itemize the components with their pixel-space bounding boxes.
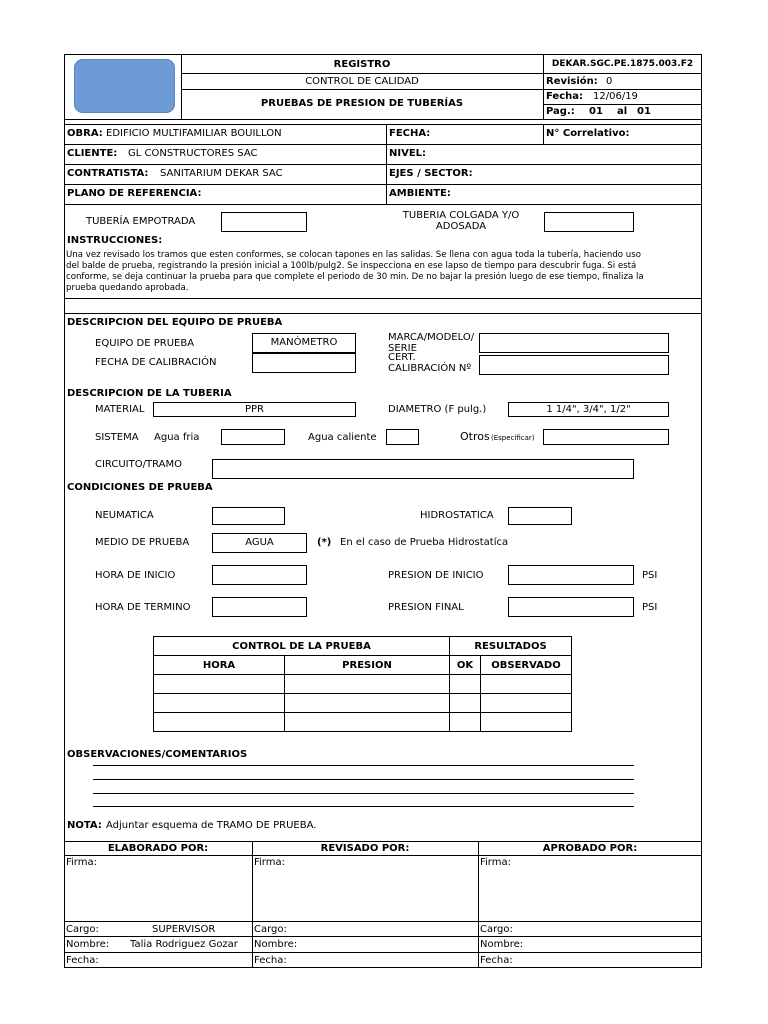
divider xyxy=(64,204,702,205)
psi-unit: PSI xyxy=(642,602,658,613)
nombre-value: Talia Rodriguez Gozar xyxy=(130,939,238,950)
table-row xyxy=(154,713,572,732)
agua-fria-box[interactable] xyxy=(221,429,285,445)
tuberia-section-title: DESCRIPCION DE LA TUBERIA xyxy=(67,388,232,399)
instrucciones-line: Una vez revisado los tramos que esten conformes, se colocan tapones en las salidas. Se llena con agua toda la tubería, haciendo uso xyxy=(66,250,641,260)
nombre-label: Nombre: xyxy=(254,939,298,950)
divider xyxy=(181,73,702,74)
medio-value[interactable]: AGUA xyxy=(212,533,307,553)
nombre-label: Nombre: xyxy=(480,939,524,950)
table-cell[interactable] xyxy=(285,694,450,713)
material-label: MATERIAL xyxy=(95,404,145,415)
pag-to: 01 xyxy=(637,106,651,117)
divider xyxy=(64,144,702,145)
fecha-calibracion-label: FECHA DE CALIBRACIÓN xyxy=(95,357,217,368)
hora-termino-box[interactable] xyxy=(212,597,307,617)
cargo-label: Cargo: xyxy=(480,924,513,935)
ejes-label: EJES / SECTOR: xyxy=(389,168,473,179)
cert-box[interactable] xyxy=(479,355,669,375)
cliente-value: GL CONSTRUCTORES SAC xyxy=(128,148,258,159)
comment-line[interactable] xyxy=(93,793,634,794)
hidrostatica-note: En el caso de Prueba Hidrostatíca xyxy=(340,537,509,548)
company-logo xyxy=(74,59,175,113)
presion-header: PRESION xyxy=(285,656,450,675)
cert-label: CERT. xyxy=(388,352,416,363)
divider xyxy=(64,124,702,125)
table-cell[interactable] xyxy=(285,675,450,694)
table-cell[interactable] xyxy=(450,675,481,694)
medio-label: MEDIO DE PRUEBA xyxy=(95,537,190,548)
table-cell[interactable] xyxy=(154,675,285,694)
marca-box[interactable] xyxy=(479,333,669,353)
divider xyxy=(64,298,702,299)
pag-from: 01 xyxy=(589,106,603,117)
divider xyxy=(386,124,387,204)
divider xyxy=(64,952,702,953)
equipo-label: EQUIPO DE PRUEBA xyxy=(95,338,195,349)
registro-title: REGISTRO xyxy=(333,59,391,70)
fecha-field-label: FECHA: xyxy=(389,128,431,139)
equipo-value[interactable]: MANÓMETRO xyxy=(252,333,356,353)
diametro-label: DIAMETRO (F pulg.) xyxy=(388,404,487,415)
control-title: CONTROL DE LA PRUEBA xyxy=(154,637,450,656)
divider xyxy=(64,855,702,856)
instrucciones-line: del balde de prueba, registrando la presión inicial a 100lb/pulg2. Se inspecciona en ese lapso de tiempo para descubrir fuga. Si está xyxy=(66,261,637,271)
table-cell[interactable] xyxy=(285,713,450,732)
correlativo-label: N° Correlativo: xyxy=(546,128,630,139)
table-row xyxy=(154,675,572,694)
divider xyxy=(543,124,544,144)
hora-inicio-label: HORA DE INICIO xyxy=(95,570,176,581)
cargo-label: Cargo: xyxy=(254,924,287,935)
table-cell[interactable] xyxy=(481,694,572,713)
table-cell[interactable] xyxy=(154,694,285,713)
nota-asterisk: (*) xyxy=(317,537,332,548)
fecha-label: Fecha: xyxy=(546,91,584,102)
cliente-label: CLIENTE: xyxy=(67,148,118,159)
agua-caliente-box[interactable] xyxy=(386,429,419,445)
contratista-label: CONTRATISTA: xyxy=(67,168,149,179)
presion-inicio-label: PRESION DE INICIO xyxy=(388,570,484,581)
divider xyxy=(64,921,702,922)
fecha-firma-label: Fecha: xyxy=(66,955,99,966)
obra-value: EDIFICIO MULTIFAMILIAR BOUILLON xyxy=(106,128,282,139)
presion-inicio-box[interactable] xyxy=(508,565,634,585)
agua-fria-label: Agua fria xyxy=(154,432,200,443)
material-value[interactable]: PPR xyxy=(153,402,356,417)
control-table xyxy=(153,636,572,732)
marca-label: MARCA/MODELO/ xyxy=(388,332,475,343)
hidrostatica-box[interactable] xyxy=(508,507,572,525)
hora-termino-label: HORA DE TERMINO xyxy=(95,602,191,613)
diametro-value[interactable]: 1 1/4", 3/4", 1/2" xyxy=(508,402,669,417)
instrucciones-line: prueba quedando aprobada. xyxy=(66,283,189,293)
firma-label: Firma: xyxy=(66,857,97,868)
hora-header: HORA xyxy=(154,656,285,675)
nota-text: Adjuntar esquema de TRAMO DE PRUEBA. xyxy=(106,820,317,831)
instrucciones-title: INSTRUCCIONES: xyxy=(67,235,163,246)
table-cell[interactable] xyxy=(450,694,481,713)
circuito-box[interactable] xyxy=(212,459,634,479)
pag-label: Pag.: xyxy=(546,106,575,117)
revision-value: 0 xyxy=(606,76,613,87)
pag-al: al xyxy=(617,106,628,117)
presion-final-label: PRESION FINAL xyxy=(388,602,464,613)
empotrada-label: TUBERÍA EMPOTRADA xyxy=(86,216,196,227)
neumatica-box[interactable] xyxy=(212,507,285,525)
table-cell[interactable] xyxy=(450,713,481,732)
fecha-firma-label: Fecha: xyxy=(254,955,287,966)
divider xyxy=(252,841,253,968)
colgada-label-2: ADOSADA xyxy=(435,221,487,232)
divider xyxy=(64,936,702,937)
colgada-box[interactable] xyxy=(544,212,634,232)
revision-label: Revisión: xyxy=(546,76,598,87)
divider xyxy=(64,164,702,165)
document-code: DEKAR.SGC.PE.1875.003.F2 xyxy=(551,59,694,69)
divider xyxy=(181,89,702,90)
hora-inicio-box[interactable] xyxy=(212,565,307,585)
revisado-header: REVISADO POR: xyxy=(320,843,410,854)
instrucciones-line: conforme, se deja continuar la prueba para que complete el periodo de 30 min. De no bajar la presión luego de ese tiempo, finaliza la xyxy=(66,272,644,282)
divider xyxy=(64,119,702,120)
divider xyxy=(64,313,702,314)
comment-line[interactable] xyxy=(93,765,634,766)
page-title: PRUEBAS DE PRESION DE TUBERÍAS xyxy=(260,98,464,109)
otros-box[interactable] xyxy=(543,429,669,445)
hidrostatica-label: HIDROSTATICA xyxy=(420,510,494,521)
plano-label: PLANO DE REFERENCIA: xyxy=(67,188,202,199)
fecha-calibracion-box[interactable] xyxy=(252,353,356,373)
comment-line[interactable] xyxy=(93,806,634,807)
nota-label: NOTA: xyxy=(67,820,102,831)
elaborado-header: ELABORADO POR: xyxy=(107,843,209,854)
control-calidad-label: CONTROL DE CALIDAD xyxy=(305,76,419,87)
fecha-value: 12/06/19 xyxy=(593,91,638,102)
ambiente-label: AMBIENTE: xyxy=(389,188,451,199)
firma-label: Firma: xyxy=(480,857,511,868)
divider xyxy=(543,104,702,105)
contratista-value: SANITARIUM DEKAR SAC xyxy=(160,168,283,179)
table-cell[interactable] xyxy=(481,675,572,694)
nivel-label: NIVEL: xyxy=(389,148,427,159)
divider xyxy=(64,184,702,185)
divider xyxy=(478,841,479,968)
ok-header: OK xyxy=(450,656,481,675)
table-cell[interactable] xyxy=(481,713,572,732)
resultados-title: RESULTADOS xyxy=(450,637,572,656)
sistema-label: SISTEMA xyxy=(95,432,139,443)
observado-header: OBSERVADO xyxy=(481,656,572,675)
colgada-label: TUBERIA COLGADA Y/O xyxy=(402,210,520,221)
obra-label: OBRA: xyxy=(67,128,103,139)
cargo-value: SUPERVISOR xyxy=(152,924,216,935)
presion-final-box[interactable] xyxy=(508,597,634,617)
table-row xyxy=(154,694,572,713)
comment-line[interactable] xyxy=(93,779,634,780)
divider xyxy=(64,841,702,842)
psi-unit: PSI xyxy=(642,570,658,581)
circuito-label: CIRCUITO/TRAMO xyxy=(95,459,182,470)
fecha-firma-label: Fecha: xyxy=(480,955,513,966)
cargo-label: Cargo: xyxy=(66,924,99,935)
aprobado-header: APROBADO POR: xyxy=(542,843,638,854)
neumatica-label: NEUMATICA xyxy=(95,510,154,521)
nombre-label: Nombre: xyxy=(66,939,110,950)
observaciones-title: OBSERVACIONES/COMENTARIOS xyxy=(67,749,248,760)
agua-caliente-label: Agua caliente xyxy=(308,432,377,443)
condiciones-section-title: CONDICIONES DE PRUEBA xyxy=(67,482,213,493)
especificar-label: (Especificar) xyxy=(491,434,535,442)
empotrada-box[interactable] xyxy=(221,212,307,232)
otros-label: Otros xyxy=(460,430,490,443)
cert-label-2: CALIBRACIÓN Nº xyxy=(388,363,472,374)
firma-label: Firma: xyxy=(254,857,285,868)
marca-label-2: SERIE xyxy=(388,343,417,354)
table-cell[interactable] xyxy=(154,713,285,732)
equipo-section-title: DESCRIPCION DEL EQUIPO DE PRUEBA xyxy=(67,317,283,328)
